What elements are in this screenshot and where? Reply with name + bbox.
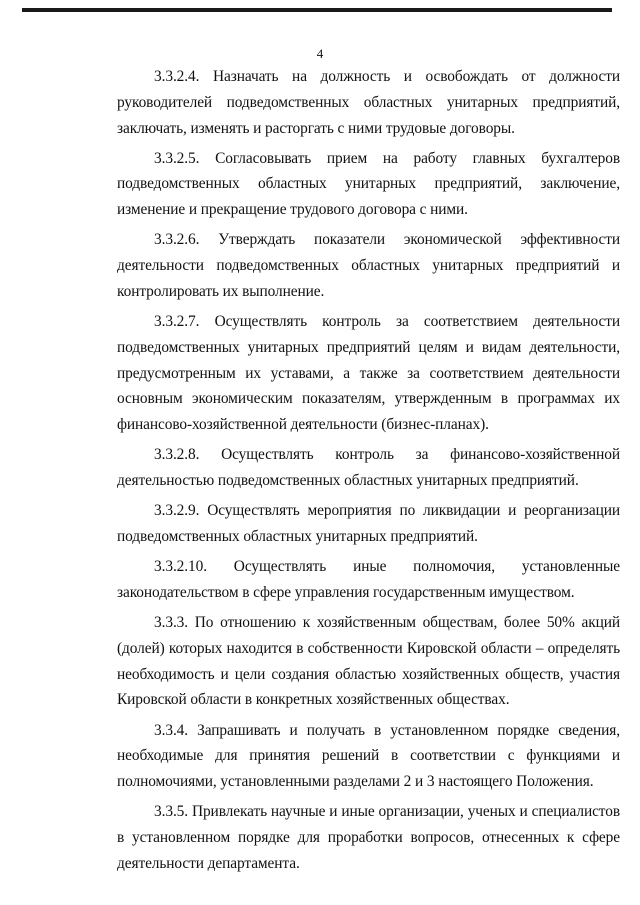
paragraph-3-3-4: 3.3.4. Запрашивать и получать в установленном порядке сведения, необходимые для принятия решений в соответствии с функциями и полномочиями, установленными разделами 2 и 3 настоящего Положения. xyxy=(117,721,620,791)
paragraph-3-3-2-6: 3.3.2.6. Утверждать показатели экономической эффективности деятельности подведомственных областных унитарных предприятий и контролировать их выполнение. xyxy=(117,231,620,300)
paragraph-3-3-2-4: 3.3.2.4. Назначать на должность и освобождать от должности руководителей подведомственных областных унитарных предприятий, заключать, изменять и расторгать с ними трудовые договоры. xyxy=(117,68,620,137)
paragraph-3-3-3: 3.3.3. По отношению к хозяйственным обществам, более 50% акций (долей) которых находится в собственности Кировской области – определять необходимость и цели создания областью хозяйственных обществ, участия Кировской области в конкретных хозяйственных обществах. xyxy=(117,614,620,709)
paragraph-3-3-5: 3.3.5. Привлекать научные и иные организации, ученых и специалистов в установленном порядке для проработки вопросов, отнесенных к сфере деятельности департамента. xyxy=(117,803,620,872)
document-body xyxy=(117,64,620,881)
paragraph-3-3-2-7: 3.3.2.7. Осуществлять контроль за соответствием деятельности подведомственных унитарных предприятий целям и видам деятельности, предусмотренным их уставами, а также за соответствием деятельности основным экономическим показателям, утвержденным в программах их финансово-хозяйственной деятельности (бизнес-планах). xyxy=(117,313,620,434)
paragraph-3-3-2-10: 3.3.2.10. Осуществлять иные полномочия, установленные законодательством в сфере управления государственным имуществом. xyxy=(117,558,620,601)
top-rule xyxy=(22,8,612,12)
paragraph-3-3-2-5: 3.3.2.5. Согласовывать прием на работу главных бухгалтеров подведомственных областных унитарных предприятий, заключение, изменение и прекращение трудового договора с ними. xyxy=(117,149,620,219)
page-number: 4 xyxy=(316,46,324,61)
paragraph-3-3-2-9: 3.3.2.9. Осуществлять мероприятия по ликвидации и реорганизации подведомственных областных унитарных предприятий. xyxy=(117,502,620,546)
paragraph-3-3-2-8: 3.3.2.8. Осуществлять контроль за финансово-хозяйственной деятельностью подведомственных областных унитарных предприятий. xyxy=(117,446,620,490)
